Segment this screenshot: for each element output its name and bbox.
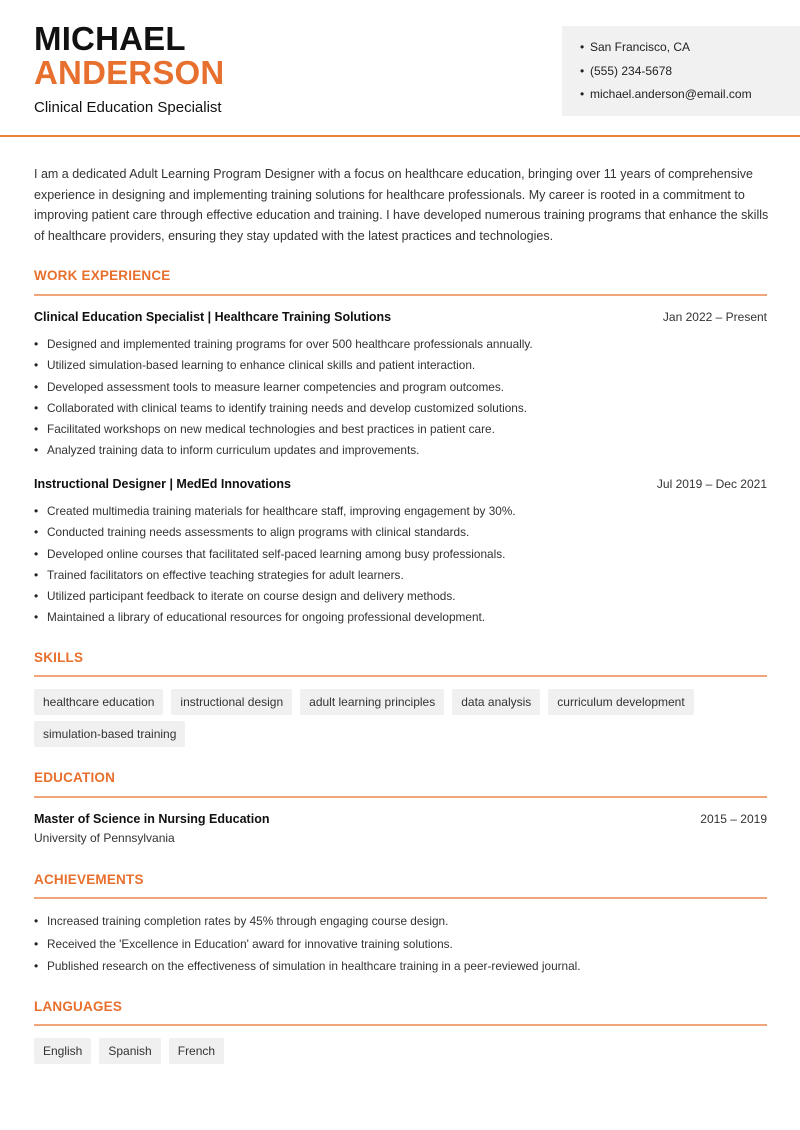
job-title: Instructional Designer | MedEd Innovations — [34, 477, 292, 491]
bullet-icon: • — [34, 589, 39, 604]
language-tag: Spanish — [99, 1038, 160, 1064]
school-name: University of Pennsylvania — [34, 831, 175, 845]
list-item-text: Facilitated workshops on new medical technologies and best practices in patient care. — [47, 422, 495, 437]
language-tag: French — [169, 1038, 224, 1064]
list-item-text: Developed online courses that facilitated self-paced learning among busy professionals. — [47, 546, 506, 561]
section-title-languages: LANGUAGES — [34, 999, 123, 1014]
section-divider — [34, 675, 767, 677]
list-item-text: Designed and implemented training programs for over 500 healthcare professionals annually. — [47, 337, 533, 351]
bullet-icon: • — [34, 567, 39, 582]
list-item — [34, 546, 774, 567]
bullet-icon: • — [34, 358, 39, 373]
section-divider — [34, 294, 767, 296]
job-title-heading: Clinical Education Specialist — [34, 99, 222, 116]
skill-tag: instructional design — [171, 689, 292, 715]
list-item-text: Increased training completion rates by 45% through engaging course design. — [47, 914, 449, 928]
list-item — [34, 503, 774, 524]
education-date: 2015 – 2019 — [700, 812, 767, 826]
list-item — [34, 913, 774, 936]
contact-info — [562, 26, 800, 116]
list-item — [34, 357, 774, 378]
location-text: San Francisco, CA — [590, 40, 691, 54]
job-bullets — [34, 336, 774, 464]
list-item — [34, 958, 774, 981]
list-item — [34, 421, 774, 442]
list-item-text: Created multimedia training materials for healthcare staff, improving engagement by 30%. — [47, 504, 516, 518]
skill-tag: data analysis — [452, 689, 540, 715]
list-item — [34, 379, 774, 400]
language-tag: English — [34, 1038, 91, 1064]
bullet-icon: • — [34, 610, 39, 625]
bullet-icon: • — [34, 337, 39, 351]
bullet-icon: • — [34, 936, 39, 951]
list-item — [34, 567, 774, 588]
phone-text: (555) 234-5678 — [590, 63, 673, 78]
bullet-icon: • — [34, 379, 39, 394]
list-item-text: Maintained a library of educational resources for ongoing professional development. — [47, 610, 486, 625]
first-name: MICHAEL — [34, 20, 186, 57]
resume-header — [0, 0, 800, 137]
skill-tag: healthcare education — [34, 689, 163, 715]
bullet-icon: • — [580, 40, 585, 54]
list-item — [34, 588, 774, 609]
list-item-text: Received the 'Excellence in Education' award for innovative training solutions. — [47, 936, 453, 951]
list-item — [34, 400, 774, 421]
achievements-list — [34, 913, 774, 981]
list-item — [34, 442, 774, 463]
profile-summary: I am a dedicated Adult Learning Program Designer with a focus on healthcare education, bringing over 11 years of comprehensive experience in designing and implementing training solutions for healthcare professionals. My career is rooted in a commitment to improving patient care through effective education and training. I have developed numerous training programs that enhance the skills of healthcare providers, ensuring they stay updated with the latest practices and technologies. — [34, 167, 769, 243]
bullet-icon: • — [580, 63, 585, 78]
list-item-text: Utilized participant feedback to iterate on course design and delivery methods. — [47, 589, 456, 604]
list-item — [34, 609, 774, 630]
bullet-icon: • — [34, 546, 39, 561]
contact-email — [580, 86, 800, 110]
job-date: Jul 2019 – Dec 2021 — [656, 477, 767, 491]
section-divider — [34, 897, 767, 899]
bullet-icon: • — [34, 525, 39, 540]
bullet-icon: • — [34, 422, 39, 437]
section-title-skills: SKILLS — [34, 650, 84, 665]
candidate-name — [34, 22, 224, 90]
job-title: Clinical Education Specialist | Healthcare Training Solutions — [34, 310, 392, 324]
list-item-text: Conducted training needs assessments to align programs with clinical standards. — [47, 525, 470, 540]
list-item — [34, 936, 774, 959]
list-item-text: Collaborated with clinical teams to identify training needs and develop customized solutions. — [47, 400, 528, 415]
section-divider — [34, 796, 767, 798]
list-item-text: Developed assessment tools to measure learner competencies and program outcomes. — [47, 379, 505, 394]
job-bullets — [34, 503, 774, 631]
skill-tag: adult learning principles — [300, 689, 444, 715]
bullet-icon: • — [34, 400, 39, 415]
skill-tag: simulation-based training — [34, 721, 185, 747]
list-item-text: Trained facilitators on effective teaching strategies for adult learners. — [47, 567, 404, 582]
bullet-icon: • — [34, 914, 39, 928]
job-date: Jan 2022 – Present — [662, 310, 767, 324]
bullet-icon: • — [34, 443, 39, 458]
list-item-text: Analyzed training data to inform curriculum updates and improvements. — [47, 443, 420, 458]
bullet-icon: • — [580, 87, 585, 101]
section-title-achievements: ACHIEVEMENTS — [34, 872, 144, 887]
section-title-education: EDUCATION — [34, 770, 116, 785]
section-divider — [34, 1024, 767, 1026]
degree-title: Master of Science in Nursing Education — [34, 812, 270, 826]
contact-phone — [580, 63, 800, 87]
email-text: michael.anderson@email.com — [590, 87, 752, 101]
skills-list — [34, 689, 774, 753]
bullet-icon: • — [34, 959, 39, 973]
list-item-text: Utilized simulation-based learning to enhance clinical skills and patient interaction. — [47, 358, 476, 373]
list-item — [34, 524, 774, 545]
last-name: ANDERSON — [34, 54, 225, 91]
languages-list — [34, 1038, 774, 1070]
bullet-icon: • — [34, 504, 39, 518]
section-title-work: WORK EXPERIENCE — [34, 268, 171, 283]
contact-location — [580, 39, 800, 63]
skill-tag: curriculum development — [548, 689, 693, 715]
list-item — [34, 336, 774, 357]
list-item-text: Published research on the effectiveness of simulation in healthcare training in a peer-reviewed journal. — [47, 959, 581, 973]
